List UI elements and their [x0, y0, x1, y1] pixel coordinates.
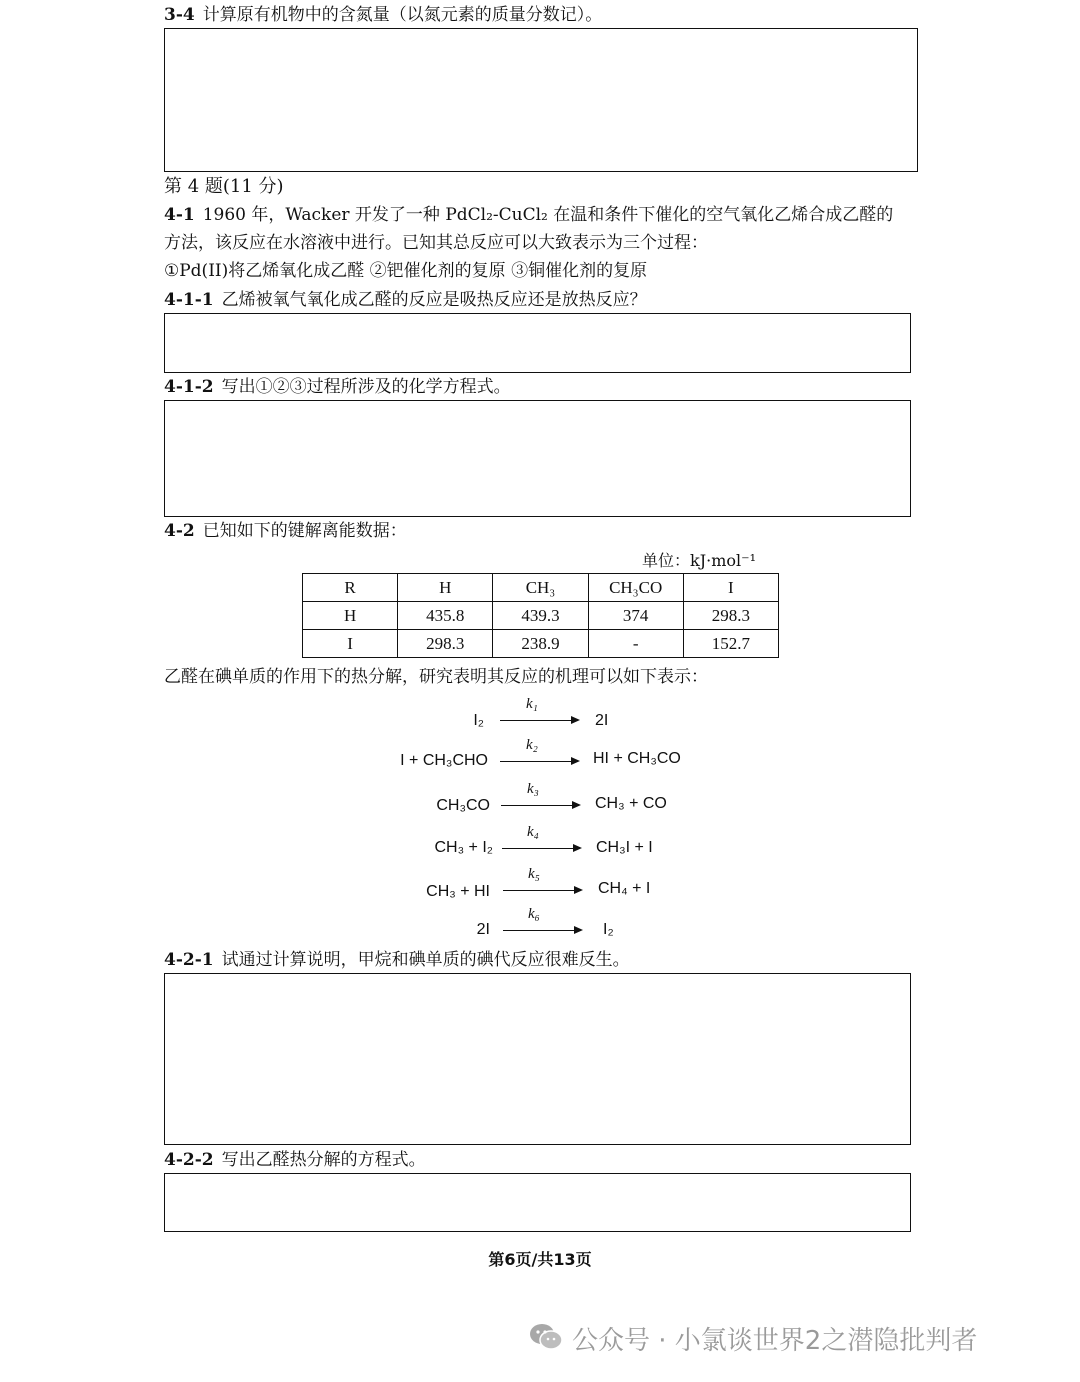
question-4-1-line3: ①Pd(II)将乙烯氧化成乙醛 ②钯催化剂的复原 ③铜催化剂的复原 — [164, 261, 648, 281]
table-cell: 435.8 — [398, 602, 493, 630]
rate-constant: k₁ — [526, 696, 538, 712]
table-cell: 152.7 — [683, 630, 778, 658]
reaction-arrow-icon — [503, 890, 581, 891]
rate-constant: k₅ — [528, 866, 540, 882]
table-cell: - — [588, 630, 683, 658]
table-cell: 298.3 — [683, 602, 778, 630]
question-number: 4-2-1 — [164, 950, 214, 970]
question-number: 4-2-2 — [164, 1150, 214, 1170]
reaction-arrow-icon — [501, 805, 579, 806]
section-heading-q4: 第 4 题(11 分) — [164, 176, 284, 197]
reaction-arrow-icon — [500, 761, 578, 762]
reaction-arrow-icon — [503, 930, 581, 931]
question-text: 已知如下的键解离能数据： — [202, 521, 407, 541]
table-row — [303, 630, 779, 658]
reactants: I + CH₃CHO — [400, 752, 488, 769]
answer-box-4-1-2[interactable] — [164, 400, 911, 517]
reaction-arrow-icon — [502, 848, 580, 849]
table-cell: 298.3 — [398, 630, 493, 658]
table-cell: H — [303, 602, 398, 630]
rate-constant: k₆ — [528, 906, 540, 922]
products: CH₄ + I — [598, 880, 651, 897]
question-4-1-1 — [164, 289, 647, 311]
reaction-arrow-icon — [500, 720, 578, 721]
question-number: 3-4 — [164, 5, 195, 25]
question-4-1-line1 — [164, 204, 893, 226]
unit-prefix: 单位： — [642, 551, 691, 570]
question-text: 乙烯被氧气氧化成乙醛的反应是吸热反应还是放热反应？ — [221, 290, 647, 310]
products: HI + CH₃CO — [593, 750, 681, 767]
rate-constant: k₂ — [526, 737, 538, 753]
question-4-2 — [164, 520, 407, 542]
table-cell: 374 — [588, 602, 683, 630]
question-number: 4-1-1 — [164, 290, 214, 310]
question-text: 试通过计算说明，甲烷和碘单质的碘代反应很难反生。 — [221, 950, 630, 970]
table-cell: 238.9 — [493, 630, 588, 658]
bond-energy-table — [302, 573, 779, 658]
table-header-cell: CH₃ — [493, 574, 588, 602]
reactants: CH₃ + I₂ — [434, 839, 493, 856]
answer-box-4-2-2[interactable] — [164, 1173, 911, 1232]
question-4-2-1 — [164, 949, 630, 971]
reactants: I₂ — [473, 712, 484, 729]
table-header-cell: CH₃CO — [588, 574, 683, 602]
rate-constant: k₃ — [527, 781, 539, 797]
table-header-cell: I — [683, 574, 778, 602]
wechat-icon — [528, 1322, 564, 1352]
reactants: 2I — [476, 921, 490, 938]
question-text: 写出①②③过程所涉及的化学方程式。 — [221, 377, 511, 397]
reactants: CH₃CO — [436, 797, 490, 814]
question-number: 4-1 — [164, 205, 195, 225]
question-number: 4-1-2 — [164, 377, 214, 397]
question-3-4 — [164, 4, 602, 26]
question-text: 1960 年，Wacker 开发了一种 PdCl₂-CuCl₂ 在温和条件下催化的空气氧化乙烯合成乙醛的 — [202, 205, 894, 225]
answer-box-4-2-1[interactable] — [164, 973, 911, 1145]
reactants: CH₃ + HI — [426, 883, 490, 900]
table-header-cell: H — [398, 574, 493, 602]
products: I₂ — [603, 921, 614, 938]
unit-value: kJ·mol⁻¹ — [690, 551, 756, 570]
table-cell: 439.3 — [493, 602, 588, 630]
products: 2I — [595, 712, 609, 729]
question-text: 计算原有机物中的含氮量（以氮元素的质量分数记）。 — [202, 5, 603, 25]
mechanism-intro: 乙醛在碘单质的作用下的热分解，研究表明其反应的机理可以如下表示： — [164, 667, 708, 687]
answer-box-4-1-1[interactable] — [164, 313, 911, 373]
table-cell: I — [303, 630, 398, 658]
table-header-row — [303, 574, 779, 602]
question-4-1-line2: 方法，该反应在水溶液中进行。已知其总反应可以大致表示为三个过程： — [164, 233, 708, 253]
answer-box-3-4[interactable] — [164, 28, 918, 172]
page-number: 第6页/共13页 — [488, 1250, 592, 1269]
table-row — [303, 602, 779, 630]
rate-constant: k₄ — [527, 824, 539, 840]
products: CH₃ + CO — [595, 795, 667, 812]
question-4-2-2 — [164, 1149, 426, 1171]
products: CH₃I + I — [596, 839, 653, 856]
watermark-text: 公众号 · 小氯谈世界2之潜隐批判者 — [572, 1326, 978, 1356]
table-header-cell: R — [303, 574, 398, 602]
question-number: 4-2 — [164, 521, 195, 541]
unit-label — [642, 548, 756, 571]
question-4-1-2 — [164, 376, 511, 398]
question-text: 写出乙醛热分解的方程式。 — [221, 1150, 426, 1170]
